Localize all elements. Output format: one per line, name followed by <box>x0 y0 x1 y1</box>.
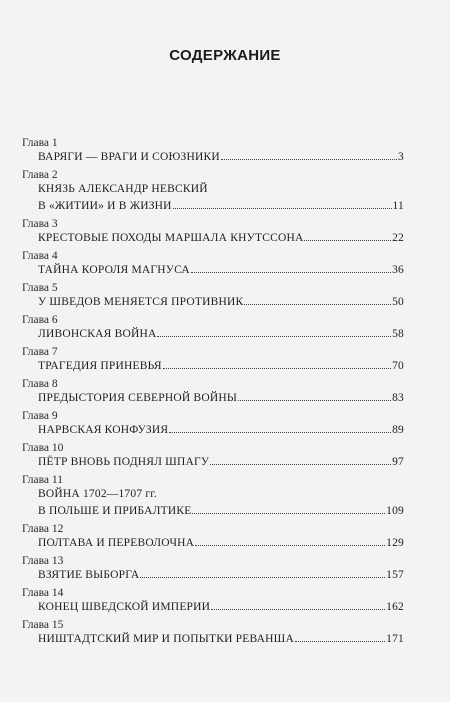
toc-entry <box>22 218 404 247</box>
chapter-label: Глава 6 <box>22 314 58 326</box>
page-number: 50 <box>392 296 404 308</box>
chapter-label: Глава 12 <box>22 523 64 535</box>
dot-leader <box>140 577 385 578</box>
chapter-title-line <box>38 181 404 198</box>
dot-leader <box>157 336 391 337</box>
chapter-title: НИШТАДТСКИЙ МИР И ПОПЫТКИ РЕВАНША <box>38 633 294 645</box>
chapter-title: ВОЙНА 1702—1707 гг. <box>38 488 157 500</box>
chapter-title: ПЁТР ВНОВЬ ПОДНЯЛ ШПАГУ <box>38 456 210 468</box>
dot-leader <box>191 272 391 273</box>
chapter-title: ЛИВОНСКАЯ ВОЙНА <box>38 328 157 340</box>
chapter-title-line <box>38 486 404 503</box>
chapter-title-line <box>38 149 404 166</box>
chapter-title-line <box>38 230 404 247</box>
chapter-title: КРЕСТОВЫЕ ПОХОДЫ МАРШАЛА КНУТССОНА <box>38 232 304 244</box>
chapter-title: ПРЕДЫСТОРИЯ СЕВЕРНОЙ ВОЙНЫ <box>38 392 238 404</box>
dot-leader <box>221 159 397 160</box>
dot-leader <box>173 208 392 209</box>
chapter-label: Глава 1 <box>22 137 58 149</box>
chapter-title-line <box>38 390 404 407</box>
chapter-title: КНЯЗЬ АЛЕКСАНДР НЕВСКИЙ <box>38 183 208 195</box>
page-number: 171 <box>386 633 404 645</box>
toc-entry <box>22 619 404 648</box>
chapter-title: ТАЙНА КОРОЛЯ МАГНУСА <box>38 264 190 276</box>
chapter-title: ПОЛТАВА И ПЕРЕВОЛОЧНА <box>38 537 195 549</box>
page-number: 162 <box>386 601 404 613</box>
page-number: 22 <box>392 232 404 244</box>
chapter-label: Глава 15 <box>22 619 64 631</box>
dot-leader <box>211 609 385 610</box>
page-number: 70 <box>392 360 404 372</box>
chapter-title: ВАРЯГИ — ВРАГИ И СОЮЗНИКИ <box>38 151 220 163</box>
page-number: 83 <box>392 392 404 404</box>
toc-entry <box>22 474 404 520</box>
chapter-label: Глава 2 <box>22 169 58 181</box>
chapter-title-line <box>38 631 404 648</box>
chapter-title-line <box>38 358 404 375</box>
toc-entry <box>22 346 404 375</box>
toc-entry <box>22 314 404 343</box>
chapter-title-line <box>38 454 404 471</box>
chapter-label: Глава 14 <box>22 587 64 599</box>
chapter-label: Глава 5 <box>22 282 58 294</box>
chapter-title: ТРАГЕДИЯ ПРИНЕВЬЯ <box>38 360 162 372</box>
toc-entry <box>22 442 404 471</box>
page-number: 11 <box>392 200 404 212</box>
dot-leader <box>192 513 385 514</box>
chapter-title-line <box>38 198 404 215</box>
toc-entry <box>22 282 404 311</box>
chapter-label: Глава 13 <box>22 555 64 567</box>
toc-entry <box>22 137 404 166</box>
dot-leader <box>238 400 391 401</box>
chapter-title: В «ЖИТИИ» И В ЖИЗНИ <box>38 200 172 212</box>
dot-leader <box>169 432 391 433</box>
dot-leader <box>210 464 391 465</box>
chapter-title-line <box>38 422 404 439</box>
chapter-title-line <box>38 599 404 616</box>
chapter-label: Глава 8 <box>22 378 58 390</box>
toc-entry <box>22 523 404 552</box>
chapter-title: У ШВЕДОВ МЕНЯЕТСЯ ПРОТИВНИК <box>38 296 244 308</box>
page-number: 36 <box>392 264 404 276</box>
chapter-title-line <box>38 294 404 311</box>
chapter-title-line <box>38 326 404 343</box>
dot-leader <box>163 368 391 369</box>
toc-entry <box>22 250 404 279</box>
chapter-title-line <box>38 262 404 279</box>
chapter-title: НАРВСКАЯ КОНФУЗИЯ <box>38 424 169 436</box>
page-number: 157 <box>386 569 404 581</box>
page-number: 3 <box>398 151 404 163</box>
page-number: 97 <box>392 456 404 468</box>
page-number: 89 <box>392 424 404 436</box>
toc-entry <box>22 555 404 584</box>
table-of-contents <box>22 137 404 648</box>
chapter-label: Глава 4 <box>22 250 58 262</box>
toc-entry <box>22 410 404 439</box>
chapter-label: Глава 9 <box>22 410 58 422</box>
chapter-title-line <box>38 535 404 552</box>
dot-leader <box>304 240 391 241</box>
dot-leader <box>295 641 385 642</box>
chapter-label: Глава 10 <box>22 442 64 454</box>
dot-leader <box>244 304 391 305</box>
page-number: 58 <box>392 328 404 340</box>
chapter-label: Глава 3 <box>22 218 58 230</box>
page-title: СОДЕРЖАНИЕ <box>169 47 281 64</box>
chapter-label: Глава 7 <box>22 346 58 358</box>
chapter-title: ВЗЯТИЕ ВЫБОРГА <box>38 569 140 581</box>
chapter-title-line <box>38 503 404 520</box>
page-number: 129 <box>386 537 404 549</box>
toc-entry <box>22 169 404 215</box>
toc-entry <box>22 587 404 616</box>
chapter-title-line <box>38 567 404 584</box>
dot-leader <box>195 545 385 546</box>
chapter-label: Глава 11 <box>22 474 63 486</box>
chapter-title: КОНЕЦ ШВЕДСКОЙ ИМПЕРИИ <box>38 601 211 613</box>
page-number: 109 <box>386 505 404 517</box>
chapter-title: В ПОЛЬШЕ И ПРИБАЛТИКЕ <box>38 505 192 517</box>
toc-entry <box>22 378 404 407</box>
